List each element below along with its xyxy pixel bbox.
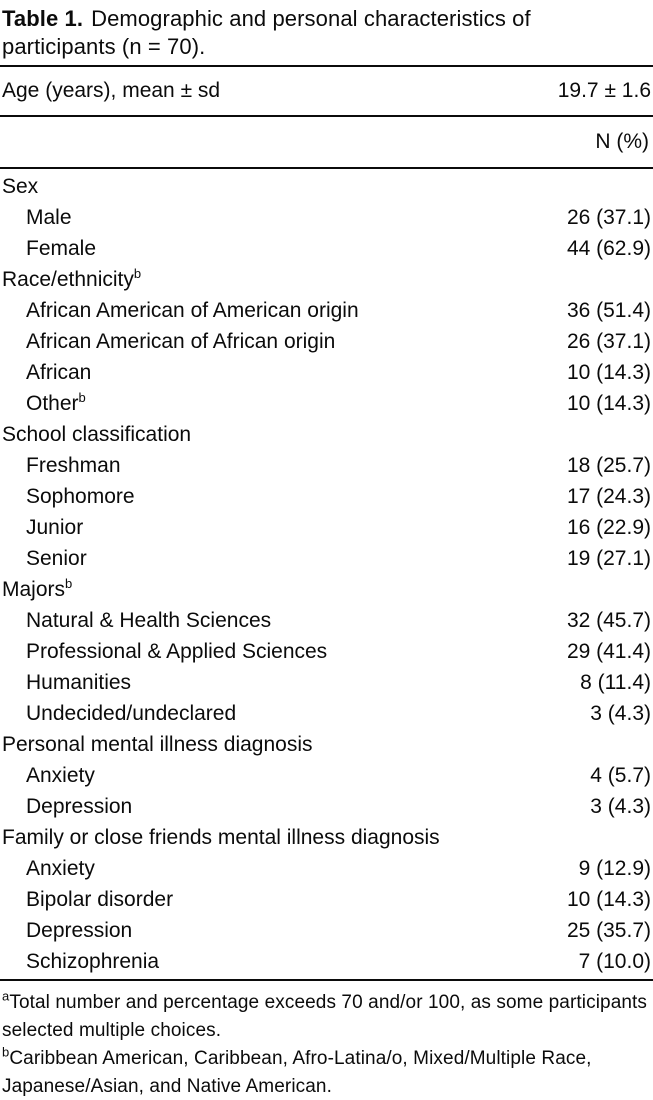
- footnote-marker: b: [78, 390, 86, 405]
- table-row: [0, 202, 653, 233]
- table-row: [0, 388, 653, 419]
- section-label: Family or close friends mental illness diagnosis: [2, 826, 440, 849]
- age-row: [0, 67, 653, 115]
- section-row: [0, 171, 653, 202]
- row-label: African: [26, 361, 92, 384]
- row-value: 10 (14.3): [566, 888, 651, 911]
- table-row: [0, 636, 653, 667]
- table-row: [0, 760, 653, 791]
- row-value: 3 (4.3): [590, 795, 651, 818]
- table-row: [0, 853, 653, 884]
- table-row: [0, 512, 653, 543]
- row-value: 10 (14.3): [566, 361, 651, 384]
- section-label: Majors$^b$: [2, 576, 73, 601]
- section-label: Personal mental illness diagnosis: [2, 733, 313, 756]
- table-row: [0, 791, 653, 822]
- row-value: 7 (10.0): [578, 950, 651, 973]
- row-value: 16 (22.9): [566, 516, 651, 539]
- row-value: 25 (35.7): [566, 919, 651, 942]
- row-value: 10 (14.3): [566, 392, 651, 415]
- footnote: $^a$Total number and percentage exceeds 70 and/or 100, as some participants selected multiple choices.: [2, 988, 648, 1041]
- section-label: Sex: [2, 175, 39, 198]
- row-label: Undecided/undeclared: [26, 702, 237, 725]
- table-row: [0, 233, 653, 264]
- table-row: [0, 295, 653, 326]
- table-row: [0, 326, 653, 357]
- table-row: [0, 450, 653, 481]
- age-row-label: Age (years), mean ± sd: [2, 79, 221, 102]
- table-row: [0, 357, 653, 388]
- row-value: 32 (45.7): [566, 609, 651, 632]
- row-label: Sophomore: [26, 485, 135, 508]
- section-row: [0, 729, 653, 760]
- table-row: [0, 884, 653, 915]
- row-label: Natural & Health Sciences: [26, 609, 272, 632]
- row-value: 26 (37.1): [566, 330, 651, 353]
- row-value: 17 (24.3): [566, 485, 651, 508]
- row-label: Freshman: [26, 454, 121, 477]
- row-label: Anxiety: [26, 857, 95, 880]
- section-row: [0, 822, 653, 853]
- row-value: 26 (37.1): [566, 206, 651, 229]
- row-label: Senior: [26, 547, 87, 570]
- row-value: 36 (51.4): [566, 299, 651, 322]
- table-caption: [0, 0, 579, 61]
- table-caption-label: Table 1.: [2, 6, 84, 31]
- row-value: 4 (5.7): [590, 764, 651, 787]
- row-value: 8 (11.4): [580, 671, 651, 694]
- table-row: [0, 481, 653, 512]
- row-label: Depression: [26, 795, 133, 818]
- table-body: [0, 169, 653, 979]
- section-label: School classification: [2, 423, 192, 446]
- row-label: African American of American origin: [26, 299, 359, 322]
- row-value: 44 (62.9): [566, 237, 651, 260]
- row-label: Anxiety: [26, 764, 95, 787]
- column-header-row: [0, 117, 653, 167]
- table-row: [0, 543, 653, 574]
- table-footnotes: [0, 981, 653, 1100]
- section-row: [0, 574, 653, 605]
- row-value: 9 (12.9): [578, 857, 651, 880]
- column-header-n-pct: N (%): [595, 130, 649, 153]
- section-label: Race/ethnicity$^b$: [2, 266, 142, 291]
- row-label: Depression: [26, 919, 133, 942]
- footnote-marker: b: [133, 266, 142, 281]
- row-label: Male: [26, 206, 72, 229]
- row-value: 18 (25.7): [566, 454, 651, 477]
- table-row: [0, 698, 653, 729]
- row-value: 29 (41.4): [566, 640, 651, 663]
- row-label: Female: [26, 237, 97, 260]
- row-value: 19 (27.1): [566, 547, 651, 570]
- table-row: [0, 605, 653, 636]
- table-row: [0, 946, 653, 977]
- footnote-marker: b: [2, 1044, 10, 1060]
- section-row: [0, 419, 653, 450]
- age-row-value: 19.7 ± 1.6: [557, 79, 651, 102]
- row-label: Junior: [26, 516, 84, 539]
- row-label: Schizophrenia: [26, 950, 160, 973]
- footnote-marker: a: [2, 988, 10, 1004]
- row-label: African American of African origin: [26, 330, 336, 353]
- row-label: Other$^b$: [26, 390, 86, 415]
- row-label: Professional & Applied Sciences: [26, 640, 328, 663]
- table-row: [0, 915, 653, 946]
- row-value: 3 (4.3): [590, 702, 651, 725]
- table-caption-text: Demographic and personal characteristics of participants (n = 70).: [2, 6, 531, 59]
- footnote: $^b$Caribbean American, Caribbean, Afro-Latina/o, Mixed/Multiple Race, Japanese/Asian, and Native American.: [2, 1044, 592, 1097]
- section-row: [0, 264, 653, 295]
- row-label: Bipolar disorder: [26, 888, 174, 911]
- footnote-marker: b: [65, 576, 73, 591]
- table-row: [0, 667, 653, 698]
- row-label: Humanities: [26, 671, 132, 694]
